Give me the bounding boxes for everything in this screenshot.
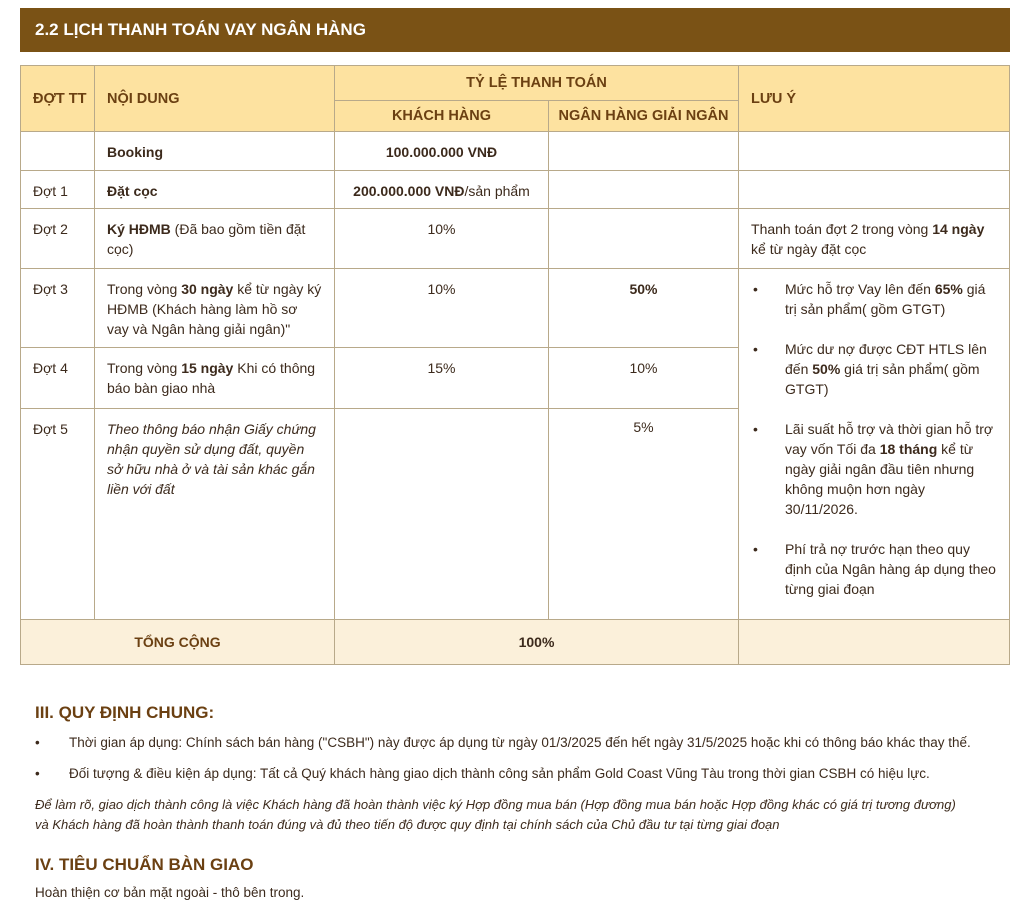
general-note-line: Để làm rõ, giao dịch thành công là việc Khách hàng đã hoàn thành việc ký Hợp đồng mua bán (Hợp đồng mua bán hoặc Hợp đồng khác có giá trị tương đương) <box>35 797 956 812</box>
note-item: • Mức hỗ trợ Vay lên đến 65% giá trị sản phẩm( gồm GTGT) <box>753 281 986 317</box>
cell-bank <box>549 132 739 171</box>
note-item: • Mức dư nợ được CĐT HTLS lên đến 50% giá trị sản phẩm( gồm GTGT) <box>753 341 987 397</box>
notes-list <box>739 269 1009 599</box>
header-phase: ĐỢT TT <box>21 66 95 132</box>
general-note-line: và Khách hàng đã hoàn thành thanh toán đúng và đủ theo tiến độ được quy định tại chính sách của Chủ đầu tư tại từng giai đoạn <box>35 817 780 832</box>
cell-customer: 10% <box>335 269 549 348</box>
cell-content: Booking <box>95 132 335 171</box>
note-item: • Phí trả nợ trước hạn theo quy định của Ngân hàng áp dụng theo từng giai đoạn <box>753 541 996 597</box>
total-row <box>21 620 1010 665</box>
handover-title: IV. TIÊU CHUẨN BÀN GIAO <box>35 855 254 874</box>
cell-customer: 10% <box>335 209 549 269</box>
cell-bank <box>549 171 739 209</box>
general-rules-title: III. QUY ĐỊNH CHUNG: <box>35 703 215 722</box>
cell-customer: 200.000.000 VNĐ/sản phẩm <box>335 171 549 209</box>
cell-phase: Đợt 3 <box>21 269 95 348</box>
cell-content: Ký HĐMB (Đã bao gồm tiền đặt cọc) <box>95 209 335 269</box>
header-content: NỘI DUNG <box>95 66 335 132</box>
cell-content: Theo thông báo nhận Giấy chứng nhận quyền sử dụng đất, quyền sở hữu nhà ở và tài sản khác gắn liền với đất <box>95 408 335 619</box>
total-value: 100% <box>335 620 739 665</box>
cell-content: Đặt cọc <box>95 171 335 209</box>
section-title-bar <box>20 8 1010 52</box>
cell-content: Trong vòng 30 ngày kể từ ngày ký HĐMB (Khách hàng làm hồ sơ vay và Ngân hàng giải ngân)" <box>95 269 335 348</box>
table-row <box>21 132 1010 171</box>
cell-customer <box>335 408 549 619</box>
handover-text: Hoàn thiện cơ bản mặt ngoài - thô bên trong. <box>35 885 305 900</box>
cell-bank: 10% <box>549 348 739 408</box>
cell-bank: 5% <box>549 408 739 619</box>
cell-phase: Đợt 1 <box>21 171 95 209</box>
cell-note <box>739 132 1010 171</box>
header-note: LƯU Ý <box>739 66 1010 132</box>
cell-notes-list <box>739 269 1010 620</box>
cell-bank: 50% <box>549 269 739 348</box>
cell-phase: Đợt 4 <box>21 348 95 408</box>
cell-phase <box>21 132 95 171</box>
section-title: 2.2 LỊCH THANH TOÁN VAY NGÂN HÀNG <box>35 20 366 39</box>
cell-bank <box>549 209 739 269</box>
cell-note <box>739 171 1010 209</box>
payment-schedule-table <box>20 65 1010 665</box>
cell-note: Thanh toán đợt 2 trong vòng 14 ngày kể từ ngày đặt cọc <box>739 209 1010 269</box>
table-row <box>21 171 1010 209</box>
general-item: • Thời gian áp dụng: Chính sách bán hàng ("CSBH") này được áp dụng từ ngày 01/3/2025 đến hết ngày 31/5/2025 hoặc khi có thông báo khác thay thế. <box>35 735 971 750</box>
cell-phase: Đợt 2 <box>21 209 95 269</box>
total-label: TỔNG CỘNG <box>21 620 335 665</box>
table-row <box>21 209 1010 269</box>
table-header-row <box>21 66 1010 101</box>
cell-phase: Đợt 5 <box>21 408 95 619</box>
cell-note <box>739 620 1010 665</box>
note-item: • Lãi suất hỗ trợ và thời gian hỗ trợ vay vốn Tối đa 18 tháng kể từ ngày giải ngân đầu tiên nhưng không muộn hơn ngày 30/11/2026. <box>753 421 994 517</box>
table-row <box>21 269 1010 348</box>
cell-customer: 100.000.000 VNĐ <box>335 132 549 171</box>
header-ratio: TỶ LỆ THANH TOÁN <box>335 66 739 101</box>
header-bank: NGÂN HÀNG GIẢI NGÂN <box>549 101 739 132</box>
general-item: • Đối tượng & điều kiện áp dụng: Tất cả Quý khách hàng giao dịch thành công sản phẩm Gold Coast Vũng Tàu trong thời gian CSBH có hiệu lực. <box>35 766 930 781</box>
cell-customer: 15% <box>335 348 549 408</box>
cell-content: Trong vòng 15 ngày Khi có thông báo bàn giao nhà <box>95 348 335 408</box>
header-customer: KHÁCH HÀNG <box>335 101 549 132</box>
